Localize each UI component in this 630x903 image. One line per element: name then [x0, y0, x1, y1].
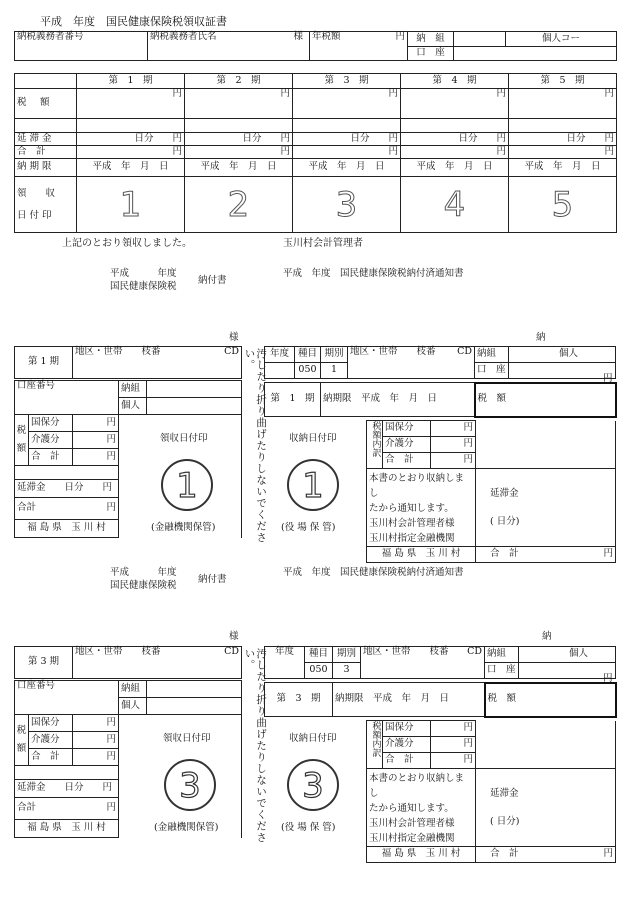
slip-area: 地区・世帯 枝番 CD: [73, 347, 242, 379]
total-box: 合 計 円: [476, 847, 616, 863]
slip-nou: 納: [536, 332, 546, 343]
personal-code-label: 個人コー: [506, 32, 617, 47]
gokei-label: 合 計: [29, 749, 73, 766]
tax-vertical-label: 税 額: [15, 715, 29, 766]
koza-label: 口 座: [408, 47, 454, 61]
do-not-fold-notice: 汚したり折り曲げたりしないでください。: [243, 348, 268, 544]
slip-title-year: 平成 年度: [110, 567, 177, 578]
personal-label: 個人: [509, 347, 616, 363]
yen-cell: 円: [185, 89, 293, 119]
stamp-number-icon: 1: [77, 177, 185, 233]
kokuho-label: 国保分: [383, 721, 431, 737]
slip-area: 地区・世帯 枝番 CD: [73, 647, 242, 679]
kibetsu-label: 期別: [321, 347, 348, 363]
koza-label: 口 座: [485, 663, 519, 679]
period-header: 第 3 期: [293, 74, 401, 89]
yen-cell: 円: [77, 146, 185, 159]
office-keep-label: (役 場 保 管): [281, 822, 336, 833]
late-fee-box: 延滞金 ( 日分): [476, 769, 616, 847]
nou-kumi-label: 納組: [119, 681, 147, 698]
slip-title-taxname: 国民健康保険税: [110, 281, 177, 292]
late-fee-cell: 日分 円: [293, 133, 401, 146]
receipt-footer-left: 上記のとおり領収しました。: [62, 238, 192, 249]
yen-cell: 円: [401, 89, 509, 119]
slip-nou: 納: [542, 631, 552, 642]
yen-cell: 円: [431, 437, 476, 453]
shumoku-value: 050: [305, 663, 333, 679]
stamp-number-icon: 1: [161, 459, 213, 511]
slip1-right-table: [264, 346, 617, 418]
yen-cell: 円: [73, 432, 119, 449]
yen-cell: 円: [431, 753, 476, 769]
nendo-label: 年度: [265, 347, 295, 363]
slip-title-taxname: 国民健康保険税: [110, 580, 177, 591]
slip-title-nofusho: 納付書: [198, 574, 227, 585]
nendo-label: 年度: [265, 647, 305, 679]
nou-kumi-label: 納 組: [408, 32, 454, 47]
slip-sama: 様: [229, 631, 239, 642]
late-fee-cell: 日分 円: [509, 133, 617, 146]
period-header: 第 1 期: [77, 74, 185, 89]
nou-kumi-label: 納組: [485, 647, 519, 663]
town-label: 福 島 県 玉 川 村: [15, 820, 119, 838]
notice-text: 本書のとおり収納しまし たから通知します。 玉川村会計管理者様 玉川村指定金融機関: [367, 469, 476, 547]
deadline-label: 納期限 平成 年 月 日: [321, 383, 475, 417]
town-label: 福 島 県 玉 川 村: [367, 547, 476, 563]
yen-cell: 円: [509, 146, 617, 159]
shumoku-label: 種目: [305, 647, 333, 663]
late-fee-label: 延滞金 日分 円: [15, 480, 119, 498]
stamp-number-icon: 3: [293, 177, 401, 233]
gokei-label: 合 計: [383, 453, 431, 469]
yen-cell: 円: [73, 749, 119, 766]
total-box: 合 計 円: [476, 547, 616, 563]
slip-total: 合計 円: [15, 498, 119, 520]
deadline-date: 平成 年 月 日: [185, 159, 293, 177]
annual-tax-label: 年税額 円: [310, 32, 408, 61]
receipt-stamp-label: 領 収 日 付 印: [15, 177, 77, 233]
receipt-title: 平成 年度 国民健康保険税領収証書: [40, 15, 227, 28]
shumoku-label: 種目: [295, 347, 321, 363]
kokuho-label: 国保分: [29, 715, 73, 732]
kibetsu-value: 3: [333, 663, 361, 679]
deadline-date: 平成 年 月 日: [509, 159, 617, 177]
kibetsu-value: 1: [321, 363, 348, 379]
stamp-number-icon: 2: [185, 177, 293, 233]
gokei-label: 合 計: [29, 449, 73, 466]
slip-title-notice: 平成 年度 国民健康保険税納付済通知書: [283, 268, 464, 279]
bank-keep-label: (金融機関保管): [154, 822, 219, 833]
yen-cell: 円: [431, 721, 476, 737]
yen-cell: 円: [73, 449, 119, 466]
yen-cell: 円: [73, 732, 119, 749]
slip-period: 第 1 期: [265, 383, 321, 417]
account-number-label: 口座番号: [15, 381, 119, 415]
yen-cell: 円: [431, 453, 476, 469]
slip-period: 第 3 期: [265, 683, 333, 717]
nou-kumi-label: 納組: [119, 381, 147, 398]
personal-label: 個人: [119, 398, 147, 415]
late-fee-cell: 日分 円: [77, 133, 185, 146]
personal-label: 個人: [119, 698, 147, 715]
yen-cell: 円: [293, 89, 401, 119]
bank-keep-label: (金融機関保管): [151, 522, 216, 533]
receipt-header-table: [14, 31, 617, 61]
do-not-fold-notice: 汚したり折り曲げたりしないでください。: [243, 648, 268, 844]
notice-text: 本書のとおり収納しまし たから通知します。 玉川村会計管理者様 玉川村指定金融機関: [367, 769, 476, 847]
yen-cell: 円: [401, 146, 509, 159]
total-label: 合 計: [15, 146, 77, 159]
account-number-label: 口座番号: [15, 681, 119, 715]
slip1-right-lower: [366, 420, 616, 563]
receipt-footer-right: 玉川村会計管理者: [283, 238, 363, 249]
receipt-periods-table: [14, 73, 617, 233]
slip-total: 合計 円: [15, 798, 119, 820]
yen-cell: 円: [431, 737, 476, 753]
period-header: 第 5 期: [509, 74, 617, 89]
nou-kumi-label: 納組: [475, 347, 509, 363]
kokuho-label: 国保分: [383, 421, 431, 437]
kibetsu-label: 期別: [333, 647, 361, 663]
personal-label: 個人: [519, 647, 616, 663]
slip2-right-table: [264, 646, 617, 718]
late-fee-cell: 日分 円: [401, 133, 509, 146]
deadline-label: 納期限 平成 年 月 日: [333, 683, 485, 717]
deadline-date: 平成 年 月 日: [77, 159, 185, 177]
yen-cell: 円: [73, 715, 119, 732]
office-keep-label: (役 場 保 管): [281, 522, 336, 533]
yen-cell: 円: [73, 415, 119, 432]
collection-date-stamp-label: 収納日付印: [289, 433, 337, 444]
slip-period: 第 1 期: [15, 347, 73, 379]
town-label: 福 島 県 玉 川 村: [367, 847, 476, 863]
stamp-number-icon: 4: [401, 177, 509, 233]
receipt-date-stamp-label: 領収日付印: [160, 433, 208, 444]
stamp-number-icon: 1: [287, 459, 339, 511]
stamp-number-icon: 5: [509, 177, 617, 233]
slip2-right-lower: [366, 720, 616, 863]
stamp-number-icon: 3: [287, 759, 339, 811]
kaigo-label: 介護分: [29, 432, 73, 449]
slip-title-nofusho: 納付書: [198, 275, 227, 286]
yen-cell: 円: [77, 89, 185, 119]
late-fee-box: 延滞金 ( 日分): [476, 469, 616, 547]
kaigo-label: 介護分: [383, 737, 431, 753]
late-fee-cell: 日分 円: [185, 133, 293, 146]
slip-sama: 様: [229, 332, 239, 343]
stamp-number-icon: 3: [164, 759, 216, 811]
taxpayer-number-label: 納税義務者番号: [15, 32, 148, 61]
slip-title-year: 平成 年度: [110, 268, 177, 279]
tax-amount-box: 税 額 円: [475, 383, 616, 417]
slip-area: 地区・世帯 枝番 CD: [361, 647, 485, 679]
slip-title-notice: 平成 年度 国民健康保険税納付済通知書: [283, 567, 464, 578]
collection-date-stamp-label: 収納日付印: [289, 733, 337, 744]
late-fee-label: 延滞金 日分 円: [15, 780, 119, 798]
period-header: 第 4 期: [401, 74, 509, 89]
gokei-label: 合 計: [383, 753, 431, 769]
deadline-date: 平成 年 月 日: [401, 159, 509, 177]
receipt-date-stamp-label: 領収日付印: [163, 733, 211, 744]
town-label: 福 島 県 玉 川 村: [15, 520, 119, 538]
late-fee-label: 延 滞 金: [15, 133, 77, 146]
yen-cell: 円: [185, 146, 293, 159]
yen-cell: 円: [431, 421, 476, 437]
kaigo-label: 介護分: [383, 437, 431, 453]
tax-vertical-label: 税 額: [15, 415, 29, 466]
deadline-date: 平成 年 月 日: [293, 159, 401, 177]
slip-area: 地区・世帯 枝番 CD: [348, 347, 475, 379]
tax-amount-label: 税 額: [15, 89, 77, 119]
shumoku-value: 050: [295, 363, 321, 379]
yen-cell: 円: [509, 89, 617, 119]
breakdown-vertical-label: 税額内訳: [367, 721, 383, 769]
kaigo-label: 介護分: [29, 732, 73, 749]
taxpayer-name-label: 納税義務者氏名 様: [148, 32, 310, 61]
yen-cell: 円: [293, 146, 401, 159]
slip-period: 第 3 期: [15, 647, 73, 679]
deadline-label: 納 期 限: [15, 159, 77, 177]
koza-label: 口 座: [475, 363, 509, 379]
kokuho-label: 国保分: [29, 415, 73, 432]
tax-amount-box: 税 額 円: [485, 683, 616, 717]
period-header: 第 2 期: [185, 74, 293, 89]
breakdown-vertical-label: 税額内訳: [367, 421, 383, 469]
